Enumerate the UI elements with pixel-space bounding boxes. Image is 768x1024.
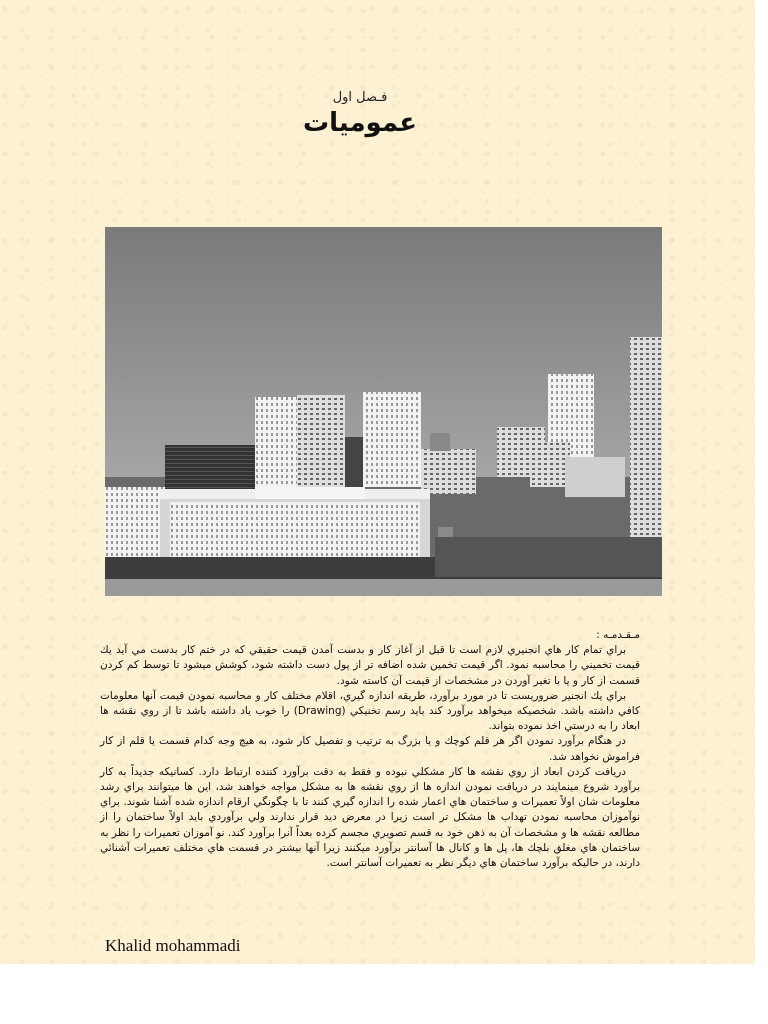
paragraph: دريافت كردن ابعاد از روي نقشه ها كار مشكلي نبوده و فقط به دقت برآورد كننده ارتباط دارد. كسانيكه جديداً به كار برآورد شروع مينمايند در دريافت نمودن اندازه ها از روي نقشه ها به مشكل مواجه خواهند شد، اين ها ميتوانند براي رشد معلومات شان اولاً تعميرات و ساختمان هاي اعمار شده را اندازه گيري كنند تا با چگونگي ارقام اندازه شده آشنا شوند. براي نوآموزان محاسبه نمودن تهداب ها مشكل تر است زيرا در معرض ديد قرار ندارند ولي برآوردي بايد اولاً ساختمان را از مطالعه نقشه ها و مشخصات آن به ذهن خود به قسم تصويري مجسم كرده بعداً آنرا برآورد كند. نو آموزان تعميرات را نظر به ساختمان هاي مغلق بلچك ها، پل ها و كانال ها آسانتر برآورد ميكنند زيرا آنها بيشتر در قسمت هاي مختلف تعميرات آشنائي دارند، در حاليكه برآورد ساختمان هاي ديگر نظر به تعميرات آسانتر است.: [100, 765, 640, 870]
author-name: Khalid mohammadi: [105, 936, 241, 955]
page-title: عموميات: [302, 108, 418, 138]
paragraph: براي تمام كار هاي انجنيري لازم است تا قبل از آغاز كار و بدست آمدن قيمت حقيقي كه در ختم كار بدست مي آيد يك قيمت تخميني را محاسبه نمود. اگر قيمت تخمين شده اضافه تر از پول دست داشته شود، كوشش ميشود تا توسط كم كردن قسمت از كار و يا با تغير آوردن در مشخصات از قيمت آن كاسته شود.: [100, 644, 640, 687]
paragraph: در هنگام برآورد نمودن اگر هر قلم كوچك و يا بزرگ به ترتيب و تفصيل كار شود، به هيچ وجه كدام قسمت يا قلم از كار فراموش نخواهد شد.: [100, 735, 640, 763]
paragraph: براي يك انجنير ضروريست تا در مورد برآورد، طريقه اندازه گيري، اقلام مختلف كار و محاسبه نمودن قيمت آنها معلومات كافي داشته باشد. شخصيكه ميخواهد برآورد كند بايد رسم تخنيكي (Drawing) را خوب ياد داشته باشد تا از روي نقشه ها ابعاد را به درستي اخذ نموده بتواند.: [100, 689, 640, 733]
chapter-label: فـصل اول: [332, 90, 388, 105]
city-skyline-photo: [105, 227, 662, 596]
section-heading: مـقـدمـه :: [596, 629, 640, 641]
body-text: [100, 628, 640, 871]
